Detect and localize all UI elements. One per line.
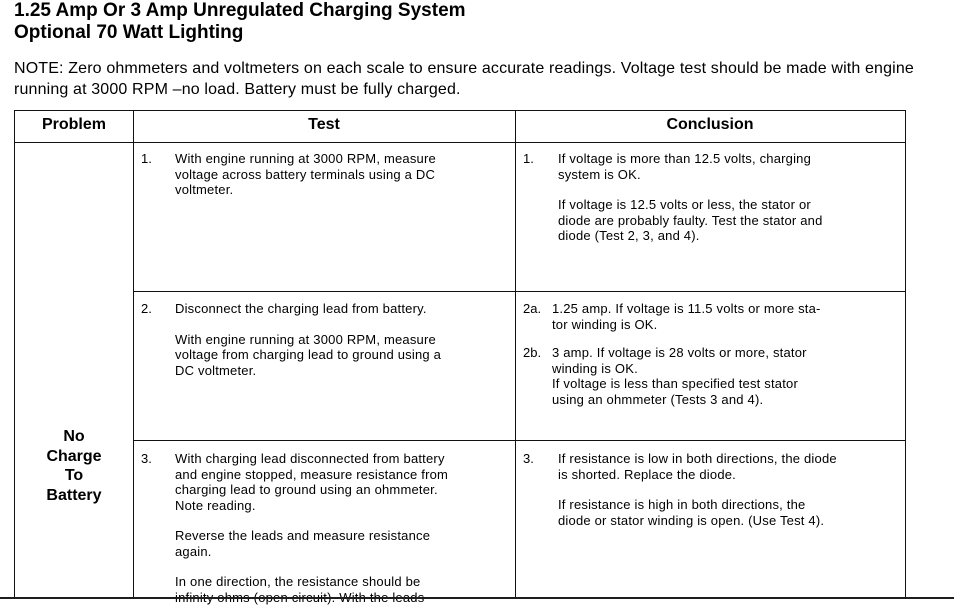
conclusion-cell: [558, 151, 898, 244]
conclusion-cell: [552, 345, 898, 407]
row-divider: [133, 440, 905, 441]
test-text: In one direction, the resistance should be: [175, 574, 421, 589]
test-cell: [175, 451, 509, 605]
problem-cell: [15, 427, 133, 505]
test-number: 1.: [141, 151, 152, 166]
conclusion-number: 2b.: [523, 345, 542, 360]
conclusion-number: 2a.: [523, 301, 542, 316]
column-divider: [515, 111, 516, 599]
troubleshooting-table: [14, 110, 906, 599]
test-text: With charging lead disconnected from battery and engine stopped, measure resistance from charging lead to ground using an ohmmeter. Note reading.: [175, 451, 449, 513]
test-number: 2.: [141, 301, 152, 316]
header-divider: [15, 142, 905, 143]
page-title: 1.25 Amp Or 3 Amp Unregulated Charging System: [14, 0, 466, 21]
test-text: With engine running at 3000 RPM, measure voltage across battery terminals using a DC voltmeter.: [175, 151, 436, 197]
conclusion-number: 1.: [523, 151, 534, 166]
note-paragraph: NOTE: Zero ohmmeters and voltmeters on each scale to ensure accurate readings. Voltage test should be made with engine running at 3000 RPM –no load. Battery must be fully charged.: [14, 60, 914, 98]
header-problem: Problem: [41, 116, 106, 133]
conclusion-text: 3 amp. If voltage is 28 volts or more, stator winding is OK. If voltage is less than specified test stator using an ohmmeter (Tests 3 and 4).: [552, 345, 807, 407]
test-text: With engine running at 3000 RPM, measure voltage from charging lead to ground using a DC voltmeter.: [175, 331, 442, 378]
test-text: Reverse the leads and measure resistance again.: [175, 528, 431, 559]
conclusion-text: If voltage is 12.5 volts or less, the stator or diode are probably faulty. Test the stator and diode (Test 2, 3, and 4).: [558, 197, 823, 243]
test-text: Disconnect the charging lead from battery.: [175, 301, 427, 316]
row-divider: [133, 291, 905, 292]
conclusion-text: 1.25 amp. If voltage is 11.5 volts or more sta- tor winding is OK.: [552, 301, 821, 332]
conclusion-text: If voltage is more than 12.5 volts, charging system is OK.: [558, 151, 812, 182]
test-number: 3.: [141, 451, 152, 466]
test-cell: [175, 301, 505, 378]
conclusion-text: If resistance is low in both directions, the diode is shorted. Replace the diode.: [558, 451, 837, 482]
column-divider: [133, 111, 134, 599]
problem-text: No Charge To Battery: [46, 428, 102, 504]
conclusion-number: 3.: [523, 451, 534, 466]
page-subtitle: Optional 70 Watt Lighting: [14, 22, 244, 43]
header-test: Test: [308, 116, 340, 133]
conclusion-cell: [552, 301, 898, 332]
test-cell: [175, 151, 505, 198]
conclusion-text: If resistance is high in both directions, the diode or stator winding is open. (Use Test 4).: [558, 497, 825, 528]
conclusion-cell: [558, 451, 902, 528]
header-conclusion: Conclusion: [666, 116, 754, 133]
